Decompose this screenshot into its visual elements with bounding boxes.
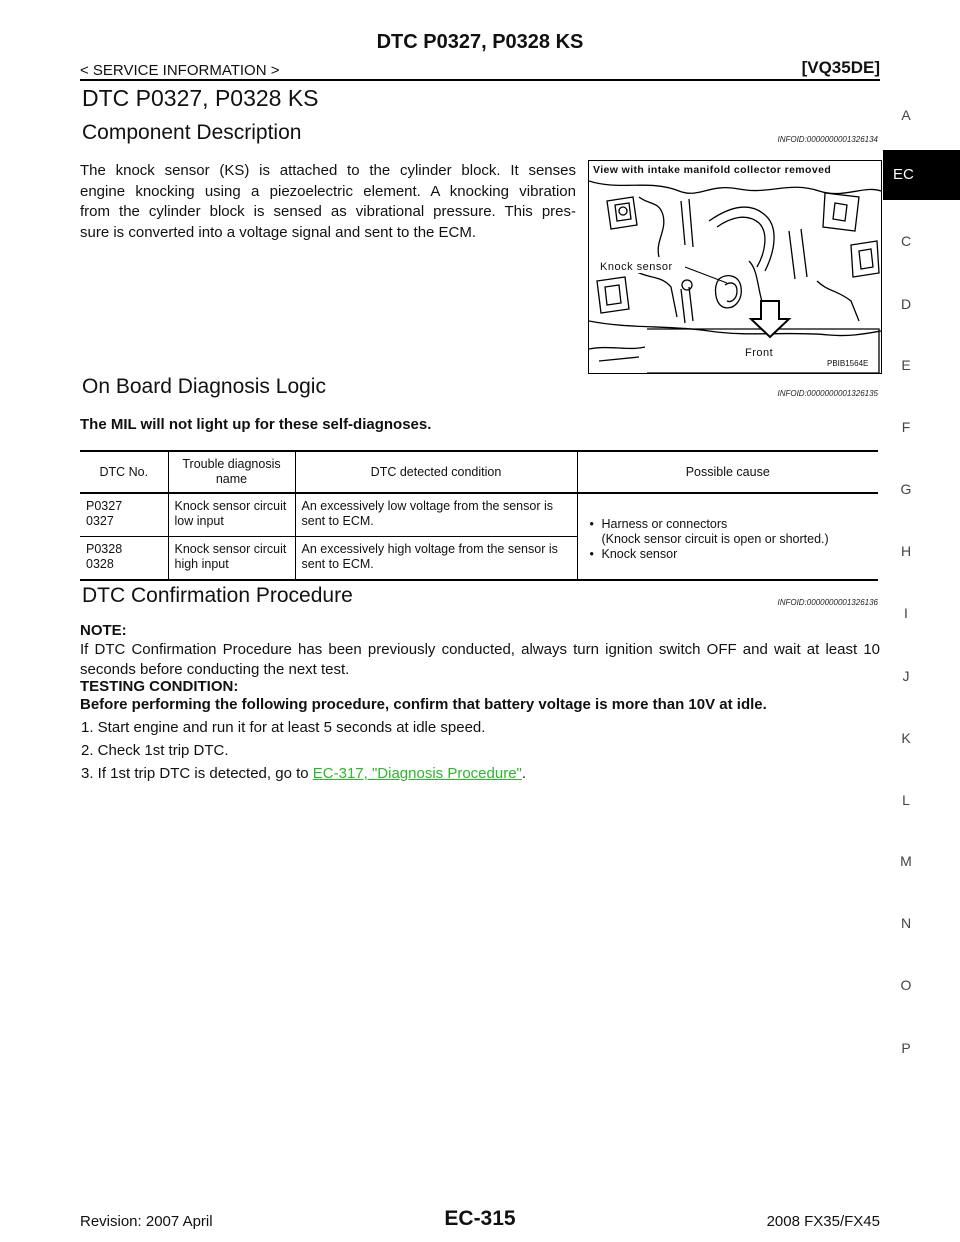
side-index-g[interactable]: G	[900, 481, 912, 497]
infoid-component: INFOID:0000000001326134	[777, 135, 878, 144]
page-title: DTC P0327, P0328 KS	[82, 85, 319, 111]
component-paragraph	[80, 161, 576, 243]
knock-sensor-label: Knock sensor	[600, 261, 673, 273]
figure-caption: View with intake manifold collector removed	[593, 164, 832, 176]
header-title: DTC P0327, P0328 KS	[376, 31, 584, 53]
model-name: 2008 FX35/FX45	[766, 1213, 880, 1230]
paragraph-line: sure is converted into a voltage signal and sent to the ECM.	[80, 223, 477, 241]
procedure-step: 2. Check 1st trip DTC.	[81, 742, 229, 759]
knock-sensor-figure	[588, 160, 882, 374]
dtc-number-cell: P0328 0328	[80, 537, 168, 581]
note-text: If DTC Confirmation Procedure has been previously conducted, always turn ignition switch OFF and wait at least 10 seconds before conducting the next test.	[80, 641, 880, 678]
paragraph-line: from the cylinder block is sensed as vibrational pressure. This pres-	[80, 203, 576, 220]
detected-condition-cell: An excessively low voltage from the sensor is sent to ECM.	[295, 493, 577, 537]
side-index-n[interactable]: N	[900, 915, 912, 931]
infoid-confirmation: INFOID:0000000001326136	[777, 598, 878, 607]
procedure-step: 1. Start engine and run it for at least 5 seconds at idle speed.	[81, 719, 486, 736]
infoid-obd: INFOID:0000000001326135	[777, 389, 878, 398]
side-index-f[interactable]: F	[901, 419, 911, 435]
side-index-d[interactable]: D	[900, 296, 912, 312]
side-index-h[interactable]: H	[900, 543, 912, 559]
column-header: DTC detected condition	[295, 451, 577, 493]
procedure-step: 3. If 1st trip DTC is detected, go to EC-317, "Diagnosis Procedure".	[81, 765, 527, 782]
front-label: Front	[745, 347, 774, 359]
header-divider	[80, 79, 880, 81]
section-title-obd: On Board Diagnosis Logic	[82, 375, 326, 398]
side-index-k[interactable]: K	[901, 730, 911, 746]
column-header: Trouble diagnosis name	[168, 451, 295, 493]
section-title-component: Component Description	[82, 121, 302, 144]
column-header: DTC No.	[80, 451, 168, 493]
table-header-row	[80, 451, 878, 493]
breadcrumb: < SERVICE INFORMATION >	[80, 62, 280, 79]
testing-condition-heading: TESTING CONDITION:	[80, 678, 239, 695]
diagnosis-name-cell: Knock sensor circuit high input	[168, 537, 295, 581]
section-title-confirmation: DTC Confirmation Procedure	[82, 584, 353, 607]
engine-code: [VQ35DE]	[801, 58, 880, 77]
side-index-c[interactable]: C	[900, 233, 912, 249]
cause-item: • Knock sensor	[590, 547, 873, 562]
table-row	[80, 493, 878, 537]
side-index-a[interactable]: A	[901, 107, 911, 123]
side-index-p[interactable]: P	[901, 1040, 911, 1056]
possible-cause-cell	[577, 493, 878, 580]
page-number: EC-315	[444, 1207, 516, 1230]
column-header: Possible cause	[577, 451, 878, 493]
figure-code: PBIB1564E	[827, 359, 869, 368]
side-index-i[interactable]: I	[904, 605, 908, 621]
diagnosis-procedure-link[interactable]: EC-317, "Diagnosis Procedure"	[312, 765, 522, 782]
side-index-e[interactable]: E	[901, 357, 911, 373]
side-index-ec-active[interactable]: EC	[883, 150, 960, 200]
cause-item: • Harness or connectors (Knock sensor circuit is open or shorted.)	[590, 517, 873, 547]
dtc-number-cell: P0327 0327	[80, 493, 168, 537]
paragraph-line: engine knocking using a piezoelectric element. A knocking vibration	[80, 182, 576, 200]
revision-date: Revision: 2007 April	[80, 1213, 213, 1230]
note-heading: NOTE:	[80, 622, 127, 639]
paragraph-line: The knock sensor (KS) is attached to the cylinder block. It senses	[80, 162, 576, 179]
detected-condition-cell: An excessively high voltage from the sensor is sent to ECM.	[295, 537, 577, 581]
side-index-l[interactable]: L	[902, 792, 910, 808]
testing-condition-text: Before performing the following procedure, confirm that battery voltage is more than 10V at idle.	[80, 696, 767, 713]
diagnosis-name-cell: Knock sensor circuit low input	[168, 493, 295, 537]
dtc-table	[80, 450, 878, 581]
side-index-j[interactable]: J	[902, 668, 910, 684]
side-index-o[interactable]: O	[900, 977, 912, 993]
obd-lead-text: The MIL will not light up for these self-diagnoses.	[80, 416, 432, 433]
side-index-m[interactable]: M	[900, 853, 912, 869]
